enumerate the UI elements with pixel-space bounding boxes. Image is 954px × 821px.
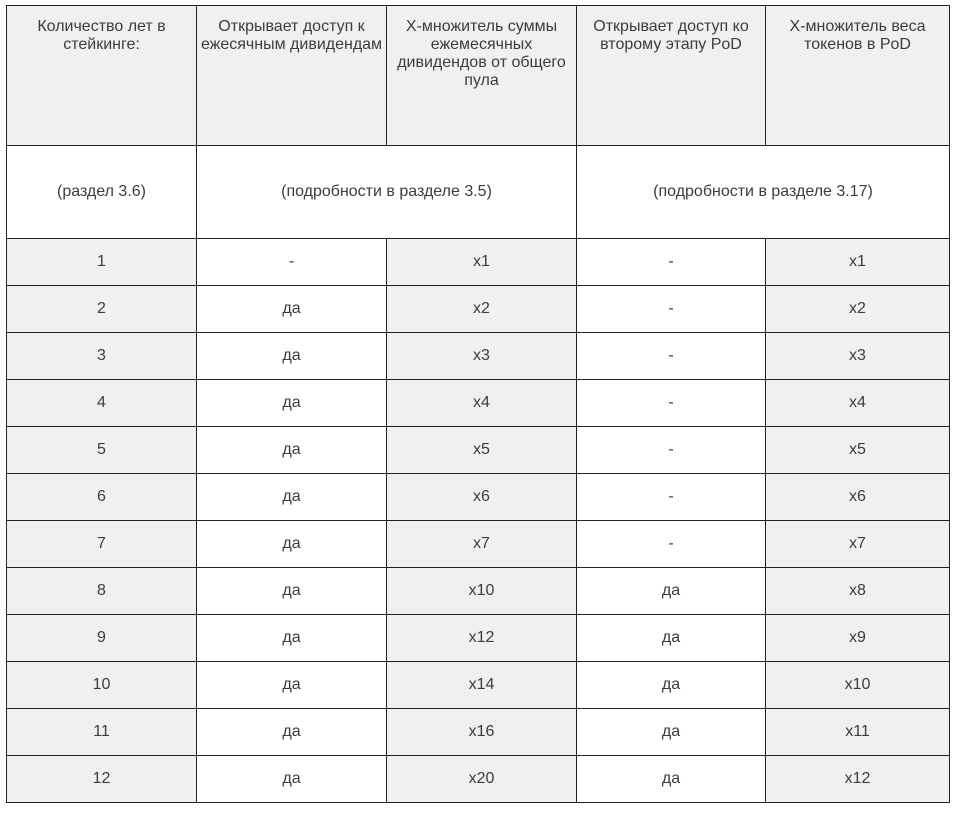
table-row (7, 286, 950, 333)
cell-pod-access: да (577, 568, 766, 615)
table-row (7, 333, 950, 380)
column-header-years: Количество лет в стейкинге: (7, 6, 197, 146)
cell-years: 9 (7, 615, 197, 662)
notes-row (7, 146, 950, 239)
table-row (7, 568, 950, 615)
cell-dividend-access: да (197, 333, 387, 380)
cell-pod-multiplier: x1 (766, 239, 950, 286)
cell-dividend-multiplier: x3 (387, 333, 577, 380)
cell-dividend-access: да (197, 709, 387, 756)
cell-dividend-multiplier: x14 (387, 662, 577, 709)
cell-pod-multiplier: x12 (766, 756, 950, 803)
cell-pod-multiplier: x4 (766, 380, 950, 427)
cell-years: 8 (7, 568, 197, 615)
column-header-pod-multiplier: X-множитель веса токенов в PoD (766, 6, 950, 146)
cell-years: 12 (7, 756, 197, 803)
cell-dividend-multiplier: x6 (387, 474, 577, 521)
cell-dividend-multiplier: x16 (387, 709, 577, 756)
column-header-dividend-multiplier: X-множитель суммы ежемесячных дивидендов от общего пула (387, 6, 577, 146)
cell-pod-multiplier: x10 (766, 662, 950, 709)
cell-dividend-multiplier: x10 (387, 568, 577, 615)
table-body (7, 239, 950, 803)
cell-pod-access: да (577, 662, 766, 709)
cell-pod-access: - (577, 521, 766, 568)
cell-pod-access: - (577, 427, 766, 474)
note-years-section: (раздел 3.6) (7, 146, 197, 239)
note-pod-section: (подробности в разделе 3.17) (577, 146, 950, 239)
table-row (7, 615, 950, 662)
cell-dividend-access: - (197, 239, 387, 286)
header-row (7, 6, 950, 146)
staking-table-container (6, 5, 950, 803)
table-row (7, 239, 950, 286)
cell-dividend-access: да (197, 380, 387, 427)
cell-years: 11 (7, 709, 197, 756)
cell-dividend-access: да (197, 474, 387, 521)
table-row (7, 709, 950, 756)
cell-years: 2 (7, 286, 197, 333)
cell-years: 1 (7, 239, 197, 286)
table-row (7, 427, 950, 474)
cell-dividend-multiplier: x2 (387, 286, 577, 333)
column-header-dividend-access: Открывает доступ к ежесячным дивидендам (197, 6, 387, 146)
cell-pod-multiplier: x3 (766, 333, 950, 380)
cell-pod-multiplier: x5 (766, 427, 950, 474)
cell-dividend-access: да (197, 286, 387, 333)
cell-pod-access: да (577, 709, 766, 756)
cell-years: 3 (7, 333, 197, 380)
cell-years: 7 (7, 521, 197, 568)
cell-pod-access: да (577, 615, 766, 662)
table-row (7, 380, 950, 427)
cell-pod-multiplier: x11 (766, 709, 950, 756)
cell-dividend-access: да (197, 756, 387, 803)
column-header-pod-access: Открывает доступ ко второму этапу PoD (577, 6, 766, 146)
cell-pod-access: да (577, 756, 766, 803)
cell-years: 6 (7, 474, 197, 521)
cell-pod-access: - (577, 286, 766, 333)
cell-dividend-multiplier: x12 (387, 615, 577, 662)
cell-dividend-multiplier: x5 (387, 427, 577, 474)
cell-dividend-multiplier: x20 (387, 756, 577, 803)
table-row (7, 662, 950, 709)
cell-dividend-multiplier: x4 (387, 380, 577, 427)
cell-dividend-access: да (197, 568, 387, 615)
staking-table (6, 5, 950, 803)
cell-dividend-access: да (197, 615, 387, 662)
cell-dividend-access: да (197, 521, 387, 568)
cell-pod-access: - (577, 333, 766, 380)
cell-pod-access: - (577, 380, 766, 427)
cell-pod-multiplier: x2 (766, 286, 950, 333)
table-row (7, 521, 950, 568)
cell-pod-multiplier: x8 (766, 568, 950, 615)
cell-years: 4 (7, 380, 197, 427)
cell-pod-access: - (577, 239, 766, 286)
table-row (7, 474, 950, 521)
cell-dividend-access: да (197, 662, 387, 709)
cell-pod-multiplier: x6 (766, 474, 950, 521)
cell-pod-multiplier: x9 (766, 615, 950, 662)
cell-pod-multiplier: x7 (766, 521, 950, 568)
cell-dividend-access: да (197, 427, 387, 474)
note-dividends-section: (подробности в разделе 3.5) (197, 146, 577, 239)
cell-dividend-multiplier: x7 (387, 521, 577, 568)
cell-pod-access: - (577, 474, 766, 521)
cell-dividend-multiplier: x1 (387, 239, 577, 286)
table-row (7, 756, 950, 803)
cell-years: 10 (7, 662, 197, 709)
cell-years: 5 (7, 427, 197, 474)
